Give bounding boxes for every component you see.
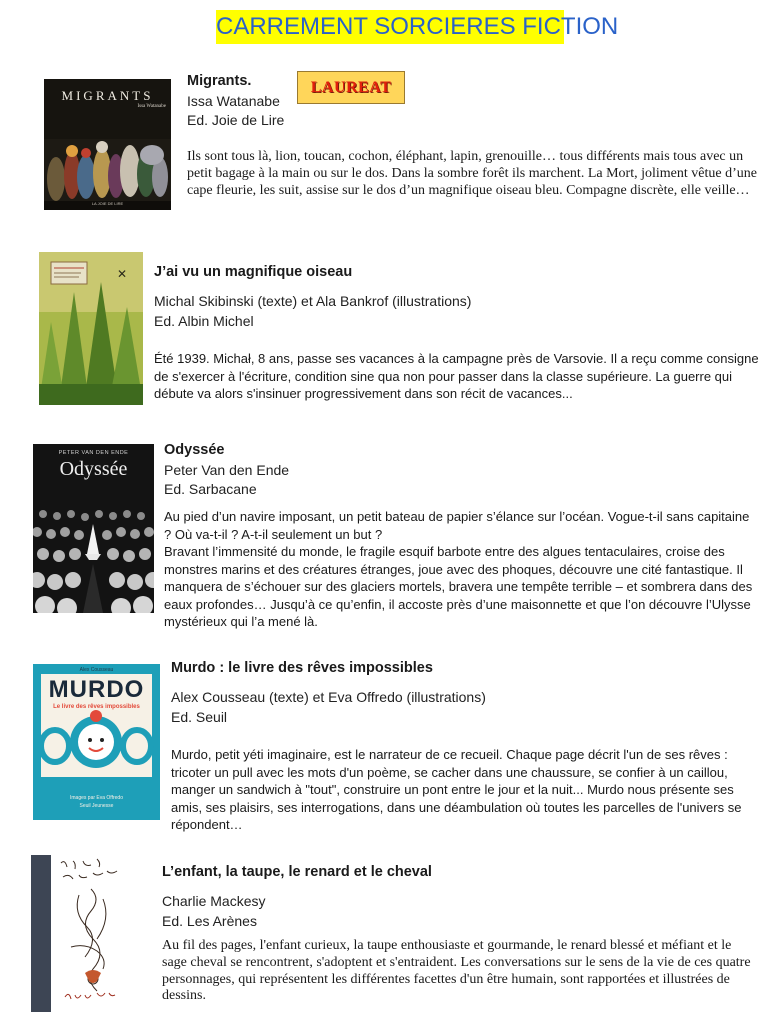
book-cover-odyssee [33, 444, 154, 613]
description-paragraph: Au pied d’un navire imposant, un petit bateau de papier s’élance sur l’océan. Vogue-t-il sans capitaine ? Où va-t-il ? A-t-il seulement un but ? [164, 509, 750, 542]
book-publisher: Ed. Joie de Lire [187, 112, 285, 128]
book-cover-murdo [33, 664, 160, 820]
book-author: Issa Watanabe [187, 93, 280, 109]
page-title: CARREMENT SORCIERES FICTION [216, 10, 564, 44]
book-author: Alex Cousseau (texte) et Eva Offredo (illustrations) [171, 689, 486, 705]
book-description: Été 1939. Michał, 8 ans, passe ses vacances à la campagne près de Varsovie. Il a reçu comme consigne de s'exercer à l'écriture, condition sine qua non pour passer dans la classe supérieure. La guerre qui débute va alors s'insinuer progressivement dans son récit de vacances... [154, 351, 759, 401]
cover-author-odyssee: PETER VAN DEN ENDE [58, 450, 129, 456]
book-cover-enfant-taupe [31, 855, 152, 1012]
book-publisher: Ed. Les Arènes [162, 913, 257, 929]
cover-illustration-forest [39, 252, 143, 405]
cover-title-murdo: MURDO [48, 676, 145, 703]
cover-publisher-murdo: Seuil Jeunesse [79, 803, 114, 809]
cover-subtitle-murdo: Le livre des rêves impossibles [53, 704, 140, 710]
laureat-badge: LAUREAT [297, 71, 405, 104]
book-publisher: Ed. Albin Michel [154, 313, 254, 329]
cover-illustration-sketch [31, 855, 152, 1012]
book-title: Murdo : le livre des rêves impossibles [171, 660, 433, 676]
book-title: J’ai vu un magnifique oiseau [154, 264, 353, 280]
book-cover-migrants [44, 79, 171, 210]
book-author: Michal Skibinski (texte) et Ala Bankrof (illustrations) [154, 293, 472, 309]
cover-illustrator-murdo: Images par Eva Offredo [70, 795, 123, 801]
svg-text:✕: ✕ [117, 267, 128, 281]
cover-author-murdo: Alex Cousseau [79, 667, 114, 673]
book-author: Charlie Mackesy [162, 893, 266, 909]
book-cover-magnifique-oiseau [39, 252, 143, 405]
cover-publisher-migrants: LA JOIE DE LIRE [91, 201, 124, 206]
book-description: Au fil des pages, l'enfant curieux, la taupe enthousiaste et gourmande, le renard blessé et méfiant et le sage cheval se rencontrent, s'adoptent et s'entraident. Les conversations sur le sens de la vie de ces quatre personnages, qui représentent les différentes facettes d'un être humain, sont rapportées et illustrées de dessins. [162, 938, 751, 1004]
cover-author-migrants: Issa Watanabe [137, 104, 166, 109]
book-title: L’enfant, la taupe, le renard et le cheval [162, 864, 432, 880]
cover-title-migrants: MIGRANTS [61, 88, 154, 103]
book-title: Migrants. [187, 73, 252, 89]
book-title: Odyssée [164, 442, 225, 458]
book-publisher: Ed. Seuil [171, 709, 228, 725]
cover-title-odyssee: Odyssée [59, 458, 128, 480]
book-description: Murdo, petit yéti imaginaire, est le narrateur de ce recueil. Chaque page décrit l'un de ses rêves : tricoter un pull avec les mots d'un poème, se cacher dans une chaussure, se confier à un caillou, manger un sandwich à "tout", construire un pont entre le jour et la nuit... Murdo nous présente ses amis, ses plaisirs, ses interrogations, dans une déambulation où toutes les parcelles de l'univers se répondent… [171, 747, 742, 832]
book-description: Ils sont tous là, lion, toucan, cochon, éléphant, lapin, grenouille… tous différents mais tous avec un petit bagage à la main ou sur le dos. Dans la sombre forêt ils marchent. La Mort, joliment vêtue d’une cape fleurie, les suit, assise sur le dos d’un magnifique oiseau bleu. Compagne discrète, elle veille… [187, 149, 757, 198]
book-description [164, 508, 759, 631]
description-paragraph: Bravant l’immensité du monde, le fragile esquif barbote entre des algues tentaculaires, croise des monstres marins et des créatures étranges, joue avec des phoques, découvre une cité fantastique. Il manquera de s’échouer sur des glaciers mortels, bravera une tempête terrible – et sombrera dans des eaux profondes… Jusqu’à ce qu’enfin, il accoste près d’une maisonnette et que l’on découvre l’Ulysse mystérieux qui l’a mené là. [164, 544, 753, 629]
book-publisher: Ed. Sarbacane [164, 481, 257, 497]
book-author: Peter Van den Ende [164, 462, 290, 478]
